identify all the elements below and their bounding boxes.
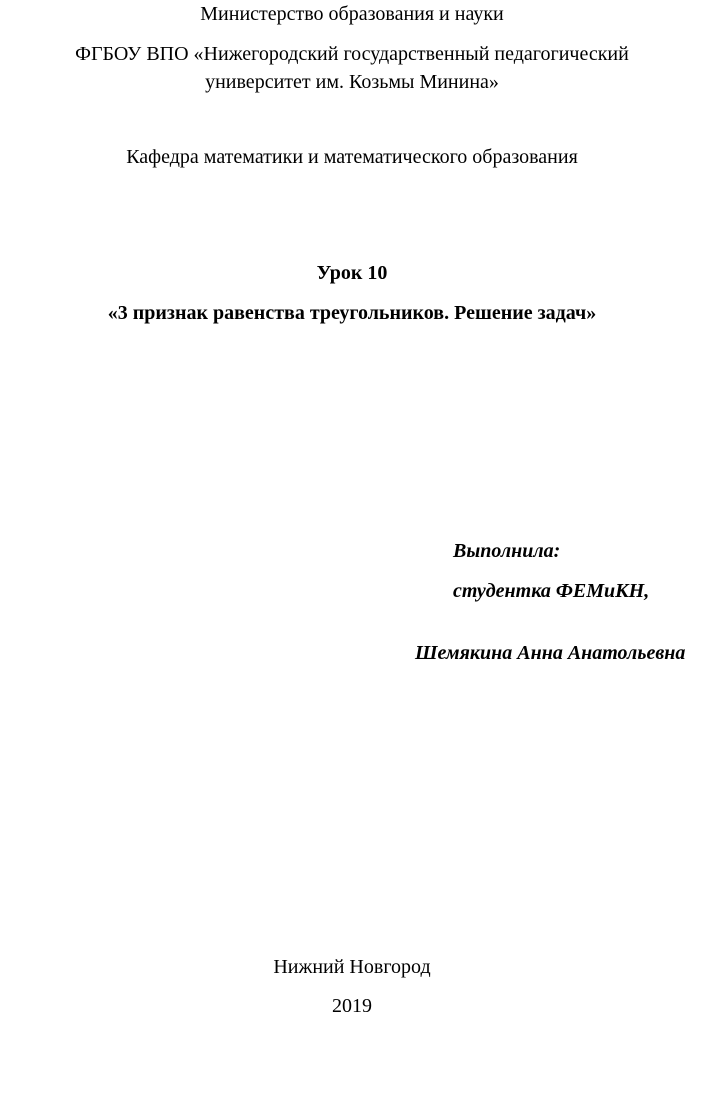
student-role: студентка ФЕМиКН, [453, 580, 650, 602]
department-line: Кафедра математики и математического образования [126, 146, 578, 168]
student-name: Шемякина Анна Анатольевна [415, 642, 686, 664]
university-line-2: университет им. Козьмы Минина» [205, 71, 499, 93]
lesson-number: Урок 10 [316, 262, 388, 284]
lesson-title: «3 признак равенства треугольников. Решение задач» [107, 302, 597, 324]
university-line-1: ФГБОУ ВПО «Нижегородский государственный педагогический [75, 43, 629, 65]
city-line: Нижний Новгород [273, 956, 431, 978]
year-line: 2019 [332, 995, 372, 1017]
ministry-line: Министерство образования и науки [200, 3, 504, 25]
performed-label: Выполнила: [453, 540, 561, 562]
